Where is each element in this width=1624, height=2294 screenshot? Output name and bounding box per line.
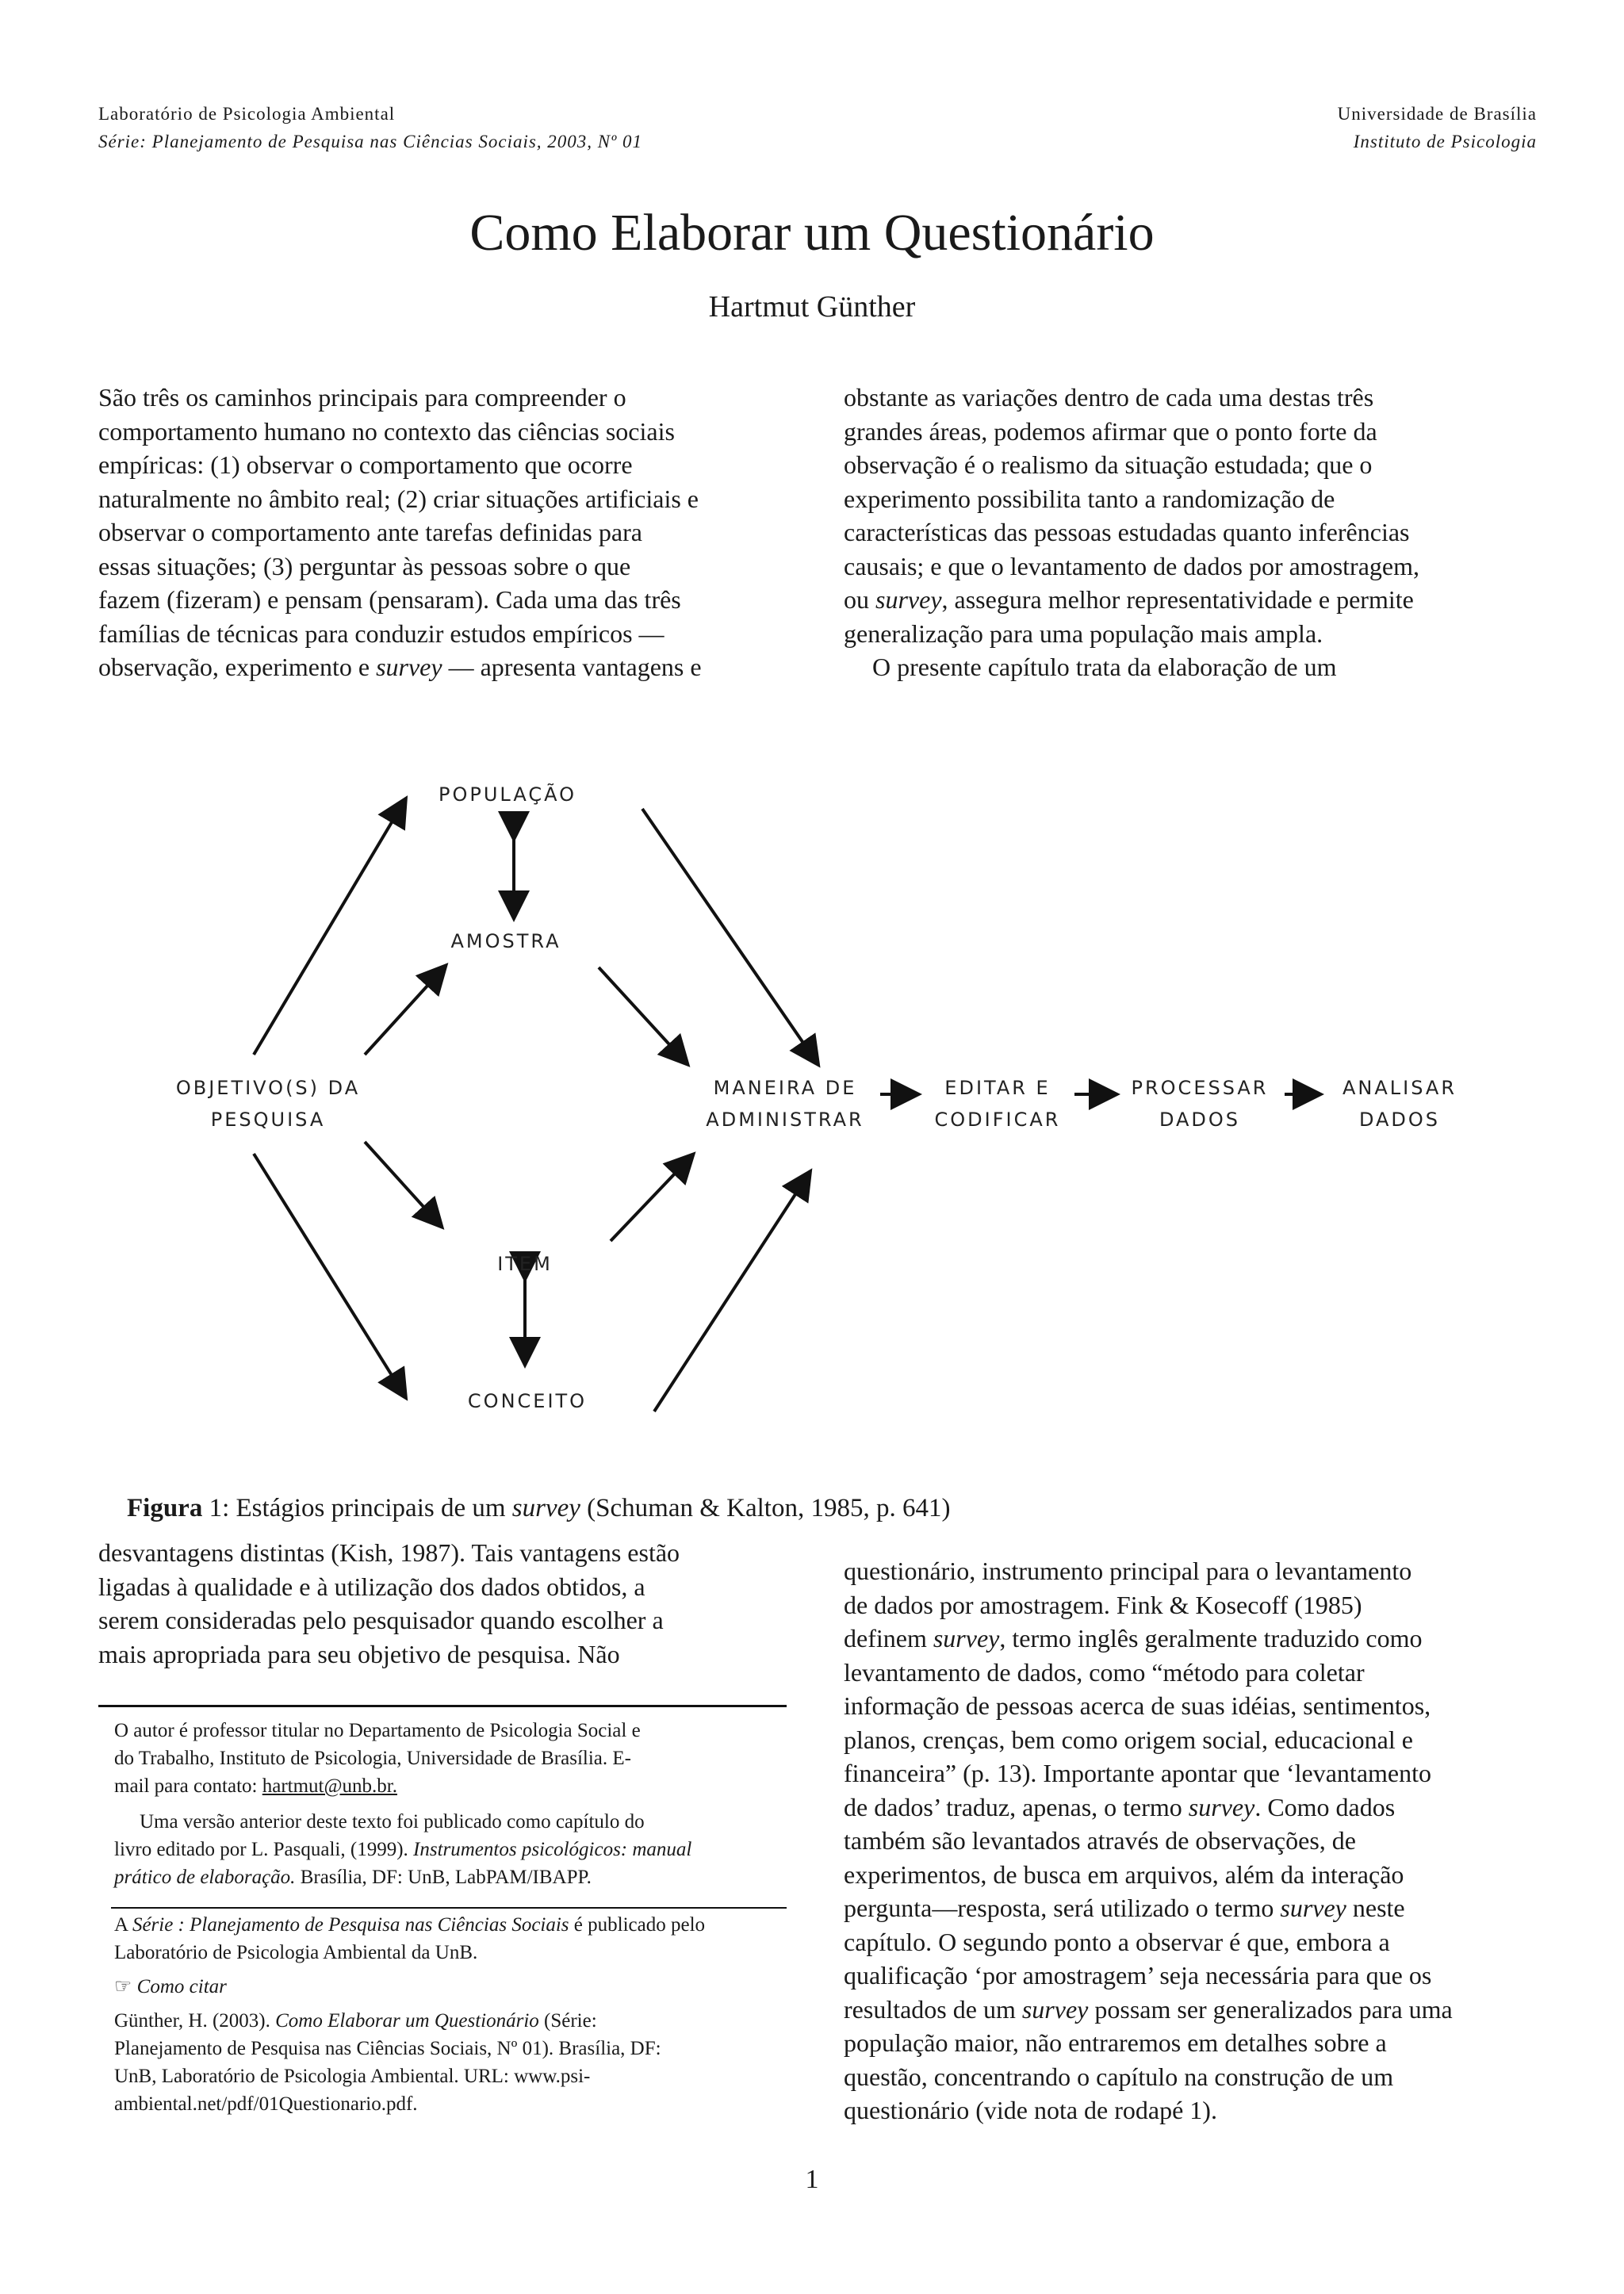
term-survey: survey [376,653,442,681]
text-fragment: — apresenta vantagens e [442,653,702,681]
page-title: Como Elaborar um Questionário [469,204,1155,262]
author-name: Hartmut Günther [708,290,916,324]
header-institute [1338,128,1537,155]
text-line: comportamento humano no contexto das ciências sociais [98,416,675,446]
series-rule [111,1907,787,1909]
text-line: ambiental.net/pdf/01Questionario.pdf. [114,2093,418,2115]
reference-title: Como Elaborar um Questionário [275,2010,539,2032]
arrow-conceito-maneira [654,1174,809,1411]
text-line: observação é o realismo da situação estudada; que o [844,450,1373,479]
node-editar-line2: CODIFICAR [934,1109,1061,1131]
header-right [1338,100,1537,155]
node-item: ITEM [497,1253,553,1275]
text-line: ligadas à qualidade e à utilização dos dados obtidos, a [98,1572,645,1601]
text-line: serem consideradas pelo pesquisador quando escolher a [98,1606,664,1634]
text-line: observar o comportamento ante tarefas definidas para [98,518,642,546]
figure-caption [127,1491,950,1526]
text-line: obstante as variações dentro de cada uma destas três [844,383,1374,412]
text-fragment: A [114,1914,132,1936]
text-line [114,1911,788,1939]
header-series-prefix: Série [98,132,140,151]
node-processar-line1: PROCESSAR [1131,1077,1269,1099]
text-line [844,1891,1557,1925]
text-fragment: possam ser generalizados para uma [1088,1994,1453,2024]
text-line [844,1790,1557,1825]
header-series [98,128,642,155]
column-left-top [98,381,812,684]
text-fragment: resultados de um [844,1994,1022,2024]
header-left [98,100,642,155]
column-right-top [844,381,1557,684]
term-survey: survey [1188,1792,1255,1821]
text-fragment: , assegura melhor representatividade e permite [941,585,1414,614]
node-maneira-line1: MANEIRA DE [713,1077,857,1099]
how-to-cite-label: Como citar [136,1976,227,1997]
text-line: questão, concentrando o capítulo na construção de um [844,2062,1394,2091]
text-line: também são levantados através de observações, de [844,1826,1356,1855]
text-fragment: livro editado por L. Pasquali, (1999). [114,1839,414,1860]
text-fragment: de dados’ traduz, apenas, o termo [844,1792,1189,1821]
text-fragment: é publicado pelo [569,1914,706,1936]
arrow-objetivo-populacao [254,801,404,1055]
pointing-hand-icon: ☞ [114,1976,132,1997]
node-populacao: POPULAÇÃO [439,783,576,806]
text-fragment: mail para contato: [114,1775,262,1797]
column-left-bottom [98,1536,812,1671]
author-email-link[interactable]: hartmut@unb.br. [262,1775,397,1797]
header-lab-name: Laboratório de Psicologia Ambiental [98,104,396,124]
text-line: de dados por amostragem. Fink & Kosecoff (1985) [844,1590,1362,1619]
text-line [114,1863,788,1891]
arrow-objetivo-amostra [365,967,444,1055]
text-fragment: definem [844,1624,933,1653]
text-line [114,1772,788,1800]
text-fragment: ou [844,585,875,614]
text-line [844,1622,1557,1656]
text-line: famílias de técnicas para conduzir estudos empíricos — [98,618,665,648]
footnote-rule [98,1705,787,1707]
text-line: qualificação ‘por amostragem’ seja necessária para que os [844,1961,1432,1990]
text-line [98,650,812,684]
arrow-populacao-maneira [642,809,817,1063]
footnote-block [114,1717,788,1891]
text-line [114,2007,788,2035]
arrow-amostra-maneira [599,967,686,1063]
text-line: população maior, não entraremos em detalhes sobre a [844,2028,1387,2057]
node-amostra: AMOSTRA [450,930,561,952]
header-series-rest: : Planejamento de Pesquisa nas Ciências Sociais, 2003, Nº 01 [140,132,643,151]
page-number: 1 [805,2165,819,2194]
series-note [114,1911,788,2118]
text-line: desvantagens distintas (Kish, 1987). Tais vantagens estão [98,1538,680,1567]
node-processar-line2: DADOS [1159,1109,1241,1131]
term-survey: survey [875,585,942,614]
node-objetivo-line1: OBJETIVO(S) DA [175,1077,361,1099]
text-line: experimento possibilita tanto a randomização de [844,484,1335,513]
text-line: São três os caminhos principais para compreender o [98,383,626,412]
text-line: características das pessoas estudadas quanto inferências [844,518,1410,546]
text-line: generalização para uma população mais ampla. [844,618,1323,648]
term-survey: survey [1280,1894,1346,1922]
text-line: planos, crenças, bem como origem social, educacional e [844,1725,1413,1754]
text-line: causais; e que o levantamento de dados por amostragem, [844,551,1419,580]
term-survey: survey [511,1494,580,1522]
text-fragment: Günther, H. (2003). [114,2010,276,2032]
text-line: fazem (fizeram) e pensam (pensaram). Cada uma das três [98,585,681,614]
text-line: O presente capítulo trata da elaboração de um [872,653,1337,681]
how-to-cite[interactable] [114,1973,788,2001]
text-fragment: observação, experimento e [98,653,377,681]
term-survey: survey [1021,1994,1089,2024]
text-fragment: , termo inglês geralmente traduzido como [999,1624,1423,1653]
node-editar-line1: EDITAR E [944,1077,1051,1099]
text-fragment: Brasília, DF: UnB, LabPAM/IBAPP. [295,1867,592,1888]
text-line [114,1836,788,1863]
text-line: UnB, Laboratório de Psicologia Ambiental. URL: www.psi- [114,2066,591,2087]
node-analisar-line2: DADOS [1358,1109,1441,1131]
series-name: Série : Planejamento de Pesquisa nas Ciências Sociais [132,1914,569,1936]
text-fragment: (Série: [538,2010,597,2032]
text-line: O autor é professor titular no Departamento de Psicologia Social e [114,1720,641,1741]
text-fragment: . Como dados [1254,1792,1396,1821]
text-line: questionário, instrumento principal para o levantamento [844,1557,1412,1585]
text-fragment: pergunta—resposta, será utilizado o termo [844,1894,1281,1922]
arrow-objetivo-item [365,1142,440,1225]
arrow-objetivo-conceito [254,1154,404,1396]
text-line: financeira” (p. 13). Importante apontar que ‘levantamento [844,1759,1431,1787]
figure-citation: (Schuman & Kalton, 1985, p. 641) [580,1494,951,1522]
term-survey: survey [933,1624,1000,1653]
node-objetivo-line2: PESQUISA [210,1109,326,1131]
header-university: Universidade de Brasília [1337,104,1537,124]
text-line: experimentos, de busca em arquivos, além da interação [844,1859,1404,1889]
survey-stages-diagram [159,777,1475,1427]
text-line: naturalmente no âmbito real; (2) criar situações artificiais e [98,484,699,513]
text-line: do Trabalho, Instituto de Psicologia, Universidade de Brasília. E- [114,1748,631,1769]
text-line: Laboratório de Psicologia Ambiental da UnB. [114,1942,478,1963]
text-line: empíricas: (1) observar o comportamento que ocorre [98,450,633,479]
text-line: informação de pessoas acerca de suas idéias, sentimentos, [844,1691,1431,1720]
node-conceito: CONCEITO [467,1390,588,1412]
text-line: Uma versão anterior deste texto foi publicado como capítulo do [140,1811,645,1833]
book-title: prático de elaboração. [114,1867,296,1888]
text-line: essas situações; (3) perguntar às pessoas sobre o que [98,551,631,580]
text-line: levantamento de dados, como “método para coletar [844,1657,1365,1687]
node-maneira-line2: ADMINISTRAR [706,1109,864,1131]
text-line: capítulo. O segundo ponto a observar é que, embora a [844,1927,1390,1956]
node-analisar-line1: ANALISAR [1342,1077,1457,1099]
text-line [844,583,1557,617]
text-line [844,1993,1557,2027]
book-title: Instrumentos psicológicos: manual [413,1839,692,1860]
text-line: mais apropriada para seu objetivo de pesquisa. Não [98,1639,620,1668]
text-fragment: neste [1346,1894,1405,1922]
figure-number: 1: Estágios principais de um [202,1494,512,1522]
text-line: Planejamento de Pesquisa nas Ciências Sociais, Nº 01). Brasília, DF: [114,2038,661,2059]
header-institute-text: Instituto de Psicologia [1353,132,1537,151]
figure-label: Figura [127,1494,203,1522]
column-right-bottom [844,1554,1557,2127]
text-line: grandes áreas, podemos afirmar que o ponto forte da [844,416,1377,446]
text-line: questionário (vide nota de rodapé 1). [844,2096,1217,2124]
arrow-item-maneira [611,1156,691,1241]
